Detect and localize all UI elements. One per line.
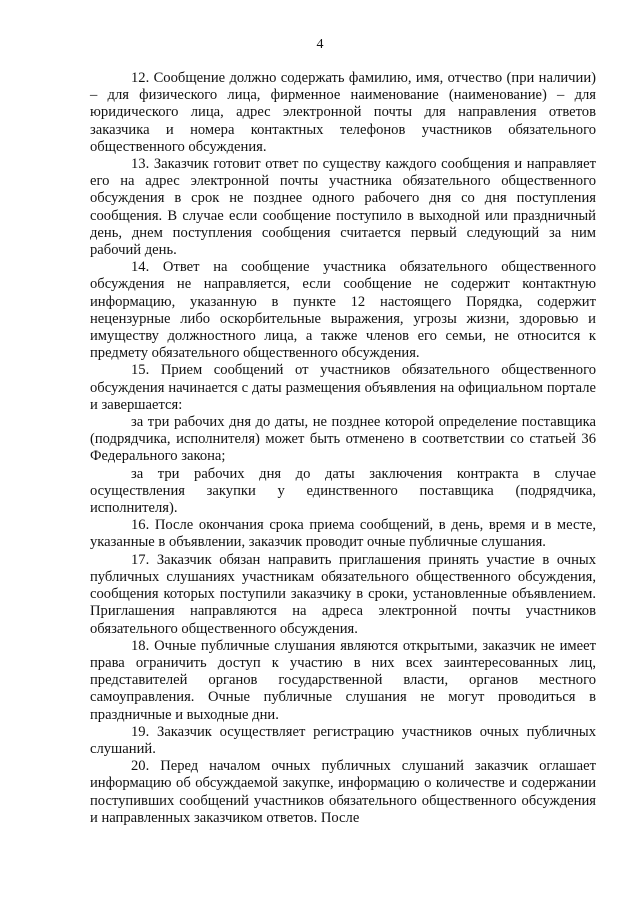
paragraph-14: 14. Ответ на сообщение участника обязательного общественного обсуждения не направляется, если сообщение не содержит контактную информацию, указанную в пункте 12 настоящего Порядка, содержит нецензурные либо оскорбительные выражения, угрозы жизни, здоровью и имуществу должностного лица, а также членов его семьи, не относится к предмету обязательного общественного обсуждения. bbox=[90, 259, 596, 362]
document-body bbox=[90, 70, 596, 827]
page-number: 4 bbox=[316, 37, 324, 52]
paragraph-15-item-1: за три рабочих дня до даты, не позднее которой определение поставщика (подрядчика, исполнителя) может быть отменено в соответствии со статьей 36 Федерального закона; bbox=[90, 414, 596, 465]
paragraph-12: 12. Сообщение должно содержать фамилию, имя, отчество (при наличии) – для физического лица, фирменное наименование (наименование) – для юридического лица, адрес электронной почты для направления ответов заказчика и номера контактных телефонов участников обязательного общественного обсуждения. bbox=[90, 70, 596, 155]
paragraph-15: 15. Прием сообщений от участников обязательного общественного обсуждения начинается с даты размещения объявления на официальном портале и завершается: bbox=[90, 362, 596, 413]
paragraph-13: 13. Заказчик готовит ответ по существу каждого сообщения и направляет его на адрес электронной почты участника обязательного общественного обсуждения в срок не позднее одного рабочего дня со дня поступления сообщения. В случае если сообщение поступило в выходной или праздничный день, днем поступления сообщения считается первый следующий за ним рабочий день. bbox=[90, 156, 596, 259]
paragraph-15-item-2: за три рабочих дня до даты заключения контракта в случае осуществления закупки у единственного поставщика (подрядчика, исполнителя). bbox=[90, 465, 596, 517]
paragraph-19: 19. Заказчик осуществляет регистрацию участников очных публичных слушаний. bbox=[90, 723, 596, 757]
paragraph-16: 16. После окончания срока приема сообщений, в день, время и в месте, указанные в объявлении, заказчик проводит очные публичные слушания. bbox=[90, 517, 596, 551]
paragraph-18: 18. Очные публичные слушания являются открытыми, заказчик не имеет права ограничить доступ к участию в них всех заинтересованных лиц, представителей органов государственной власти, органов местного самоуправления. Очные публичные слушания не могут проводиться в праздничные и выходные дни. bbox=[90, 637, 596, 723]
paragraph-20: 20. Перед началом очных публичных слушаний заказчик оглашает информацию об обсуждаемой закупке, информацию о количестве и содержании поступивших сообщений участников обязательного общественного обсуждения и направленных заказчиком ответов. После bbox=[90, 758, 596, 826]
paragraph-17: 17. Заказчик обязан направить приглашения принять участие в очных публичных слушаниях участникам обязательного общественного обсуждения, сообщения которых поступили заказчику в сроки, установленные объявлением. Приглашения направляются на адреса электронной почты участников обязательного общественного обсуждения. bbox=[90, 551, 596, 637]
